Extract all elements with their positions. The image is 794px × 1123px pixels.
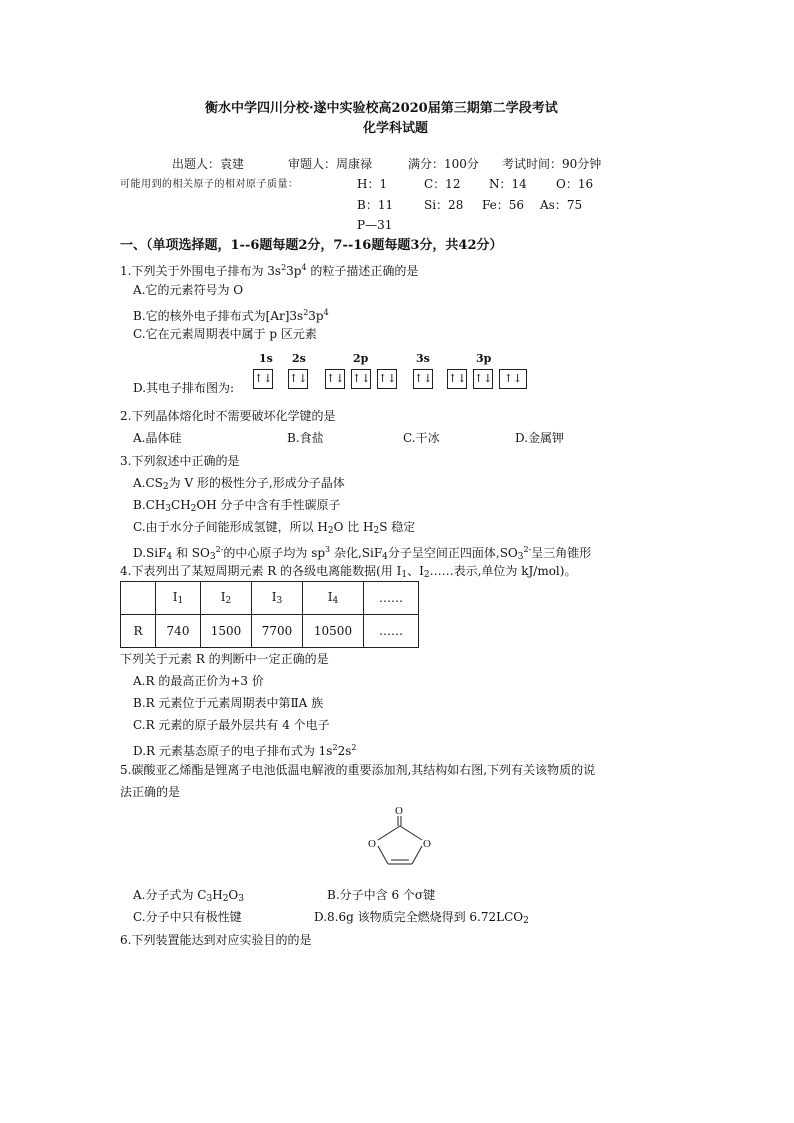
mass-B: B：11 [357,198,394,212]
q1-sup2: 4 [301,263,307,272]
orbital-box-3p-3: ↑↓ [499,369,527,389]
header-i: I [327,590,333,604]
q2-option-c: C.干冰 [403,431,440,445]
table-row [121,615,419,648]
q3-c-a: C.由于水分子间能形成氢键，所以 H [133,520,328,534]
q3-d-sup2: 2- [215,545,224,554]
q1-option-a: A.它的元素符号为 O [133,283,244,297]
header-sub: 2 [225,596,232,606]
q4-option-c: C.R 元素的原子最外层共有 4 个电子 [133,718,330,732]
q2-option-b: B.食盐 [287,431,324,445]
q4-option-b: B.R 元素位于元素周期表中第ⅡA 族 [133,696,324,710]
orbital-label-3s: 3s [416,352,430,365]
q4-after: 下列关于元素 R 的判断中一定正确的是 [120,652,329,666]
q3-c-sub1: 2 [327,526,334,536]
q3-option-b [133,498,341,517]
orbital-label-3p: 3p [476,352,492,365]
q5-option-a [133,888,244,907]
q3-a-a: A.CS [133,476,163,490]
q3-d-sup3: 3 [325,545,331,554]
table-cell: 7700 [252,615,303,648]
q4-stem-a: 4.下表列出了某短周期元素 R 的各级电离能数据(用 I [120,564,402,578]
q3-d-sub2: 4 [382,552,388,562]
q5-a-a: A.分子式为 C [133,888,207,902]
table-row [121,582,419,615]
ring-bond [400,826,422,840]
q5-option-b: B.分子中含 6 个σ键 [327,888,436,902]
table-header-cell [201,582,252,615]
exam-time: 考试时间：90分钟 [502,157,602,171]
q2-stem: 2.下列晶体熔化时不需要破坏化学键的是 [120,409,336,423]
q4-d-sup1: 2 [332,743,338,752]
q3-a-b: 为 V 形的极性分子,形成分子晶体 [168,476,345,490]
q5-a-sub3: 3 [238,894,244,904]
q3-d-sup1: 3 [209,552,216,562]
q5-option-c: C.分子中只有极性键 [133,910,242,924]
q3-d-f: 呈三角锥形 [531,546,592,560]
q1-b-a: B.它的核外电子排布式为[Ar]3s [133,309,304,323]
q3-option-d [133,542,591,565]
ring-bond [378,826,400,840]
atom-O-left: O [368,838,376,850]
q4-d-sup2: 2 [351,743,357,752]
orbital-label-2p: 2p [353,352,369,365]
ring-bond [412,846,422,864]
table-cell: 1500 [201,615,252,648]
mass-Si: Si：28 [424,198,464,212]
q5-a-sub1: 3 [206,894,213,904]
q3-d-e: 分子呈空间正四面体,SO [387,546,518,560]
q3-b-a: B.CH [133,498,166,512]
atom-O-right: O [423,838,431,850]
q3-option-a [133,476,345,495]
header-i: I [172,590,178,604]
q5-d-sub: 2 [523,916,529,926]
full-score: 满分：100分 [408,157,479,171]
ring-bond [378,846,388,864]
q3-c-c: S 稳定 [379,520,416,534]
q4-stem-sub2: 2 [423,570,430,580]
reviewer: 审题人：周康禄 [288,157,373,171]
q1-b-sup1: 2 [303,308,309,317]
exam-title: 衡水中学四川分校·遂中实验校高2020届第三期第二学段考试 [205,101,558,116]
orbital-label-2s: 2s [292,352,306,365]
q3-d-sup4: 3 [517,552,524,562]
q5-option-d [314,910,529,929]
mass-P: P—31 [357,218,393,232]
q5-d-a: D.8.6g 该物质完全燃烧得到 6.72LCO [314,910,524,924]
q3-b-sub1: 3 [165,504,172,514]
q5-stem-line1: 5.碳酸亚乙烯酯是锂离子电池低温电解液的重要添加剂,其结构如右图,下列有关该物质的说 [120,763,596,777]
q1-stem-b: 3p [286,264,302,278]
mass-Fe: Fe：56 [482,198,525,212]
q5-a-sub2: 2 [222,894,229,904]
table-cell: 10500 [303,615,364,648]
q4-option-a: A.R 的最高正价为+3 价 [133,674,264,688]
q1-sup1: 2 [281,263,287,272]
orbital-box-2p-3: ↑↓ [377,369,397,389]
q2-option-a: A.晶体硅 [133,431,182,445]
mass-O: O：16 [556,177,594,191]
q3-d-b: 和 SO [172,546,210,560]
header-i: I [271,590,277,604]
orbital-box-3p-1: ↑↓ [447,369,467,389]
q1-stem-c: 的粒子描述正确的是 [306,264,419,278]
q3-option-c [133,520,415,539]
exam-subject: 化学科试题 [363,121,429,136]
q4-d-a: D.R 元素基态原子的电子排布式为 1s [133,744,333,758]
table-header-cell: …… [364,582,419,615]
q3-a-sub: 2 [162,482,169,492]
q4-stem-sub1: 1 [401,570,408,580]
q1-option-d: D.其电子排布图为: [133,381,235,395]
mass-C: C：12 [424,177,461,191]
q4-d-b: 2s [337,744,352,758]
table-cell: 740 [156,615,201,648]
atomic-mass-label: 可能用到的相关原子的相对原子质量： [120,179,299,190]
q3-b-sub2: 2 [190,504,197,514]
orbital-box-2s: ↑↓ [288,369,308,389]
ionization-table [120,581,419,648]
orbital-box-2p-1: ↑↓ [325,369,345,389]
q3-c-b: O 比 H [333,520,374,534]
q5-a-b: H [212,888,223,902]
q3-b-b: CH [171,498,191,512]
table-header-cell [303,582,364,615]
header-sub: 4 [332,596,339,606]
header-i: I [220,590,226,604]
orbital-box-2p-2: ↑↓ [351,369,371,389]
q3-d-c: 的中心原子均为 sp [223,546,326,560]
q3-b-c: OH 分子中含有手性碳原子 [196,498,341,512]
q2-option-d: D.金属钾 [515,431,565,445]
q4-option-d [133,740,356,759]
q3-c-sub2: 2 [373,526,380,536]
q3-stem: 3.下列叙述中正确的是 [120,454,240,468]
orbital-box-1s: ↑↓ [253,369,273,389]
setter: 出题人：袁建 [172,157,245,171]
orbital-box-3p-2: ↑↓ [473,369,493,389]
q4-stem-b: 、I [407,564,424,578]
q4-stem-c: ……表示,单位为 kJ/mol)。 [429,564,577,578]
q3-d-sup5: 2- [523,545,532,554]
q1-stem [120,260,418,279]
q5-stem-line2: 法正确的是 [120,785,181,799]
orbital-box-3s: ↑↓ [413,369,433,389]
mass-H: H：1 [357,177,388,191]
table-header-cell [252,582,303,615]
mass-N: N：14 [489,177,527,191]
header-sub: 3 [276,596,283,606]
table-header-cell [156,582,201,615]
section-heading: 一、（单项选择题，1--6题每题2分，7--16题每题3分，共42分） [120,238,503,253]
orbital-label-1s: 1s [259,352,273,365]
mass-As: As：75 [540,198,583,212]
q5-a-c: O [228,888,239,902]
atom-O-top: O [395,805,403,817]
q3-d-sub1: 4 [166,552,173,562]
q3-d-d: 杂化,SiF [330,546,383,560]
q1-b-b: 3p [308,309,324,323]
q3-d-a: D.SiF [133,546,167,560]
q6-stem: 6.下列装置能达到对应实验目的的是 [120,933,312,947]
table-cell: R [121,615,156,648]
q1-option-b [133,305,329,324]
vinylene-carbonate-structure [360,802,440,872]
table-cell: …… [364,615,419,648]
header-sub: 1 [177,596,184,606]
q1-b-sup2: 4 [323,308,329,317]
q1-option-c: C.它在元素周期表中属于 p 区元素 [133,327,317,341]
q1-stem-a: 1.下列关于外围电子排布为 3s [120,264,282,278]
table-header-cell [121,582,156,615]
